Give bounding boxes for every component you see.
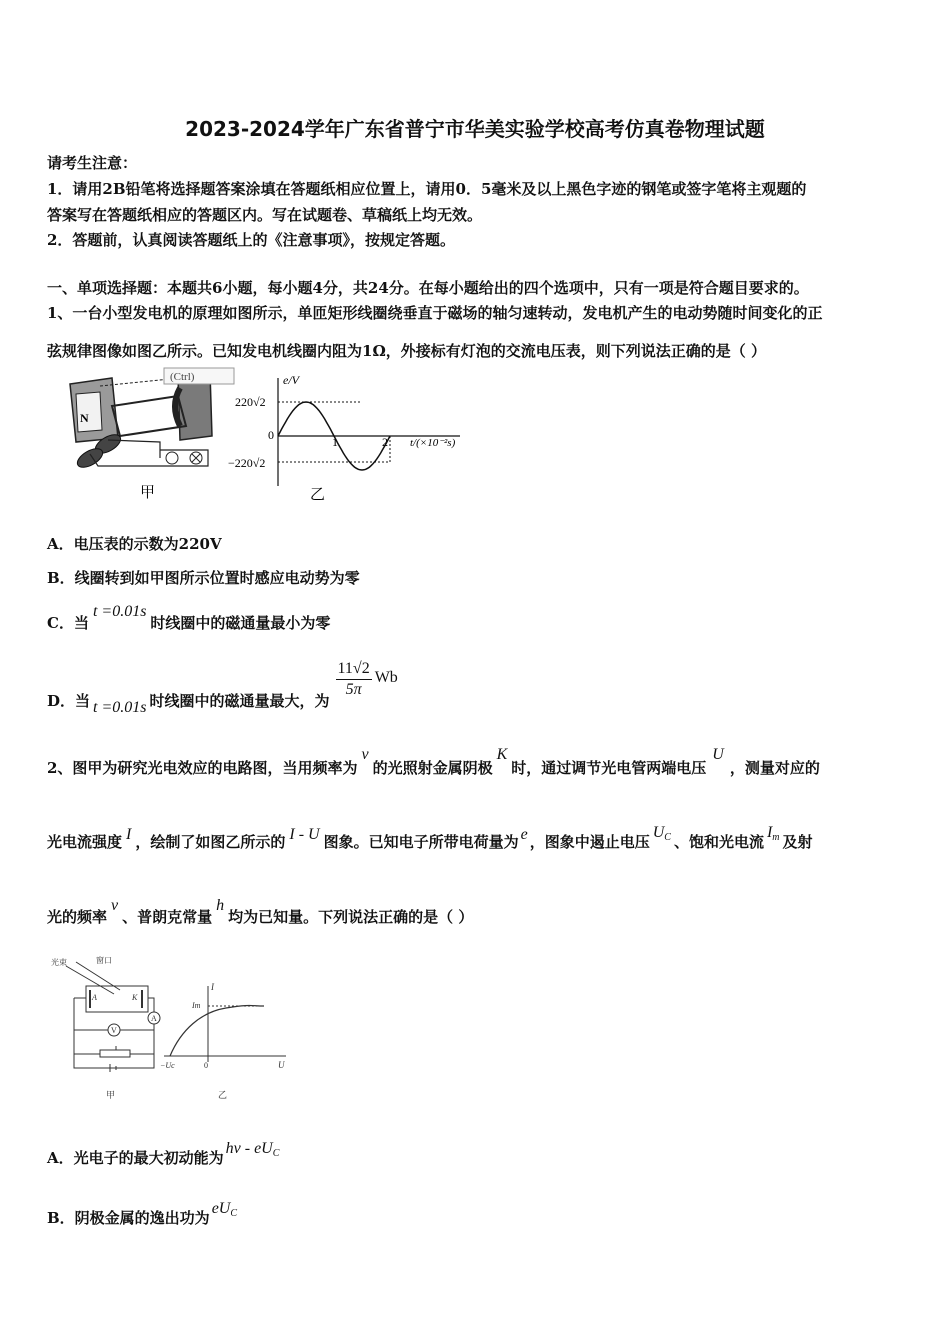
im-main: I: [766, 824, 773, 841]
fraction-numerator: 11√2: [336, 660, 372, 680]
q1-stem-line-1: 1、一台小型发电机的原理如图所示，单匝矩形线圈绕垂直于磁场的轴匀速转动，发电机产生的电动势随时间变化的正: [47, 304, 823, 322]
ctrl-tag: (Ctrl): [170, 371, 195, 383]
q2-figure: [46, 950, 296, 1105]
q2-stem-line-3: [47, 897, 474, 927]
ammeter-label: A: [151, 1014, 157, 1023]
i-axis-label: I: [211, 982, 214, 992]
q2-stem-line-1: [47, 746, 820, 778]
q2-l3-text-c: 均为已知量。下列说法正确的是（ ）: [228, 908, 474, 926]
q2-symbol-iu: I - U: [289, 826, 320, 843]
cathode-label: K: [132, 993, 138, 1002]
tick-2: 2: [382, 435, 388, 449]
q2-symbol-v2: v: [111, 897, 119, 914]
window-label: 窗口: [96, 956, 112, 965]
q2-option-a-prefix: A．光电子的最大初动能为: [47, 1149, 224, 1167]
q2-symbol-uc: [653, 823, 671, 841]
uc-sub: C: [664, 832, 671, 843]
q2-symbol-h: h: [216, 897, 225, 914]
q2-symbol-k: K: [496, 746, 508, 763]
iu-graph: [160, 982, 286, 1100]
q2-l1-text-a: 2、图甲为研究光电效应的电路图，当用频率为: [47, 759, 358, 777]
notice-line-2: 2．答题前，认真阅读答题纸上的《注意事项》，按规定答题。: [47, 231, 455, 249]
q2-l1-text-d: ，测量对应的: [729, 759, 820, 777]
q1-option-d-prefix: D．当: [47, 691, 91, 710]
q2-l2-text-e: 、饱和光电流: [673, 833, 764, 851]
q1-option-d-math: t =0.01s: [93, 698, 147, 716]
fraction-denominator: 5π: [345, 681, 362, 698]
q1-figure: [60, 366, 490, 506]
q1-option-d-fraction: [336, 660, 372, 699]
q2-l3-text-a: 光的频率: [47, 908, 108, 926]
im-label: Im: [192, 1001, 201, 1010]
q1-option-d-unit: Wb: [374, 668, 398, 686]
q2-option-b: [47, 1200, 238, 1229]
anode-label: A: [92, 993, 97, 1002]
y-axis-label: e/V: [283, 373, 299, 387]
option-a-formula: hv - eU: [225, 1140, 273, 1157]
uc-main: U: [652, 824, 665, 841]
circuit-caption: 甲: [106, 1090, 116, 1100]
page-title: 2023-2024学年广东省普宁市华美实验学校高考仿真卷物理试题: [185, 117, 765, 141]
zero-label: 0: [204, 1061, 208, 1070]
q1-option-c-suffix: 时线圈中的磁通量最小为零: [150, 614, 331, 632]
q2-stem-line-2: [47, 824, 813, 853]
x-axis-label: t/(×10⁻²s): [410, 437, 456, 449]
q2-l2-text-c: 图象。已知电子所带电荷量为: [323, 833, 519, 851]
notice-line-1b: 答案写在答题纸相应的答题区内。写在试题卷、草稿纸上均无效。: [47, 206, 483, 224]
q1-option-c-math: t =0.01s: [92, 603, 147, 620]
option-b-sub: C: [230, 1208, 238, 1219]
q2-symbol-u: U: [712, 746, 724, 763]
q2-l2-text-d: ，图象中遏止电压: [529, 833, 650, 851]
q2-option-a-math: [226, 1139, 280, 1157]
q2-symbol-im: [767, 823, 780, 841]
im-sub: m: [772, 832, 780, 843]
q2-option-a: [47, 1140, 280, 1169]
option-b-formula: eU: [211, 1200, 231, 1217]
iu-curve: [170, 1006, 264, 1057]
photoelectric-circuit: [51, 955, 160, 1100]
origin-label: 0: [268, 428, 274, 442]
q1-option-b: B．线圈转到如甲图所示位置时感应电动势为零: [47, 569, 360, 587]
q2-l1-text-b: 的光照射金属阴极: [372, 759, 493, 777]
q2-l2-text-f: 及射: [782, 833, 813, 851]
u-axis-label: U: [278, 1060, 285, 1070]
notice-line-1: 1．请用2B铅笔将选择题答案涂填在答题纸相应位置上，请用0．5毫米及以上黑色字迹的钢笔或签字笔将主观题的: [47, 180, 807, 198]
magnet-n-label: N: [80, 411, 89, 425]
q2-l3-text-b: 、普朗克常量: [122, 908, 213, 926]
fig-left-label: 甲: [140, 485, 156, 501]
neg-uc-label: −Uc: [160, 1061, 175, 1070]
fig-right-label: 乙: [310, 487, 326, 503]
q2-l2-text-a: 光电流强度: [47, 833, 123, 851]
section-heading: 一、单项选择题：本题共6小题，每小题4分，共24分。在每小题给出的四个选项中，只有一项是符合题目要求的。: [47, 279, 809, 297]
q1-stem-line-2: 弦规律图像如图乙所示。已知发电机线圈内阻为1Ω，外接标有灯泡的交流电压表，则下列说法正确的是（ ）: [47, 342, 767, 360]
y-max-label: 220√2: [235, 395, 266, 409]
notice-heading: 请考生注意：: [47, 154, 138, 172]
q2-symbol-v: v: [361, 746, 369, 763]
option-a-sub: C: [272, 1148, 280, 1159]
q2-l2-text-b: ，绘制了如图乙所示的: [135, 833, 286, 851]
graph-caption: 乙: [218, 1090, 228, 1100]
q2-symbol-e: e: [520, 826, 528, 843]
q2-option-b-prefix: B．阴极金属的逸出功为: [47, 1209, 210, 1227]
q2-l1-text-c: 时，通过调节光电管两端电压: [511, 759, 707, 777]
q1-option-c: [47, 603, 331, 633]
q1-option-d-mid: 时线圈中的磁通量最大，为: [149, 691, 330, 710]
q1-option-c-prefix: C．当: [47, 614, 89, 632]
q2-option-b-math: [212, 1199, 237, 1217]
y-min-label: −220√2: [228, 456, 266, 470]
tick-1: 1: [332, 435, 338, 449]
emf-graph: [228, 373, 460, 503]
voltmeter-label: V: [111, 1026, 117, 1035]
generator-diagram: [70, 368, 234, 501]
q1-option-a: A．电压表的示数为220V: [47, 535, 222, 553]
q1-option-d: [47, 660, 398, 716]
q2-symbol-i: I: [126, 826, 132, 843]
light-beam-label: 光束: [51, 958, 67, 967]
